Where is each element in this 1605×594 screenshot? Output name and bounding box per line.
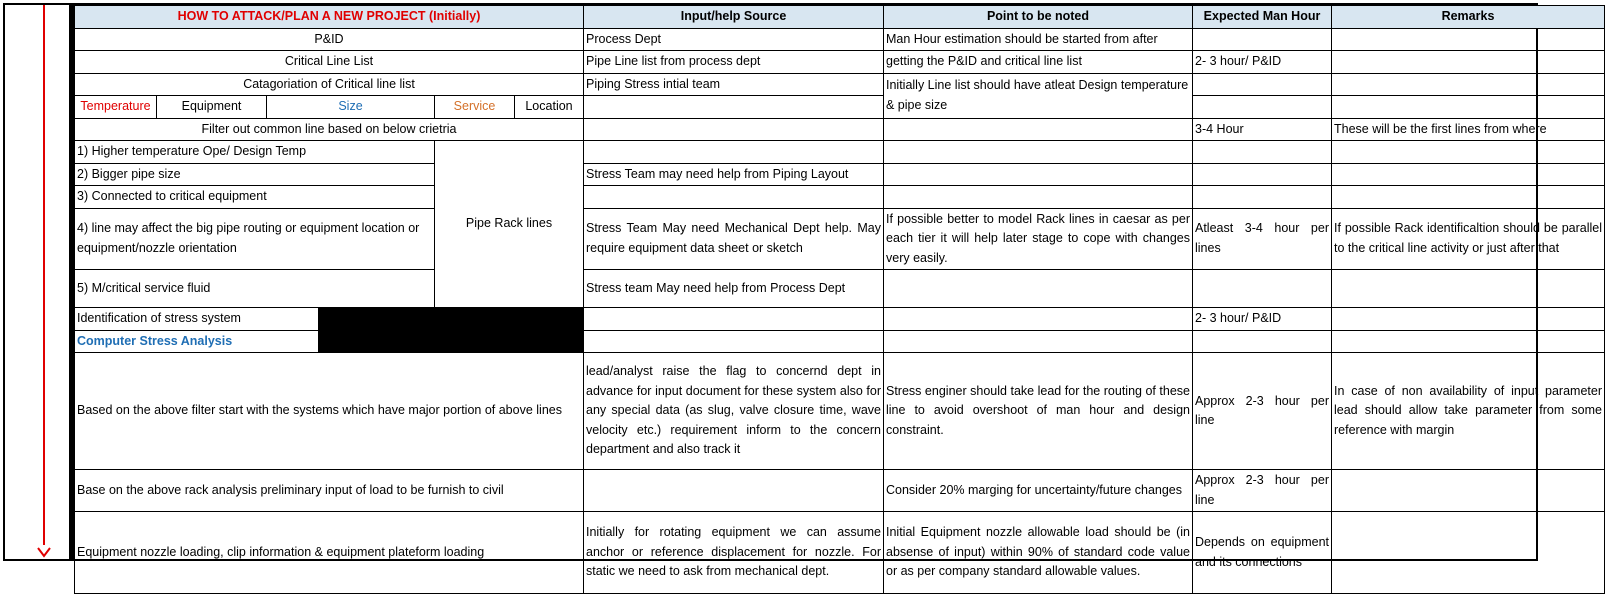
cell-rack-hour: Approx 2-3 hour per line	[1193, 470, 1332, 512]
cell-empty	[1332, 512, 1605, 594]
header-row	[75, 6, 1605, 29]
cell-criteria-2: 2) Bigger pipe size	[75, 163, 435, 186]
cell-criteria-3: 3) Connected to critical equipment	[75, 186, 435, 209]
table-row	[75, 270, 1605, 308]
cell-criteria-2-input: Stress Team may need help from Piping Layout	[584, 163, 884, 186]
table-row	[75, 208, 1605, 270]
cell-pid: P&ID	[75, 28, 584, 51]
cell-empty	[584, 141, 884, 164]
cell-criteria-5: 5) M/critical service fluid	[75, 270, 435, 308]
table-row	[75, 118, 1605, 141]
cell-criteria-4: 4) line may affect the big pipe routing or equipment location or equipment/nozzle orientation	[75, 208, 435, 270]
cell-nozzle-point: Initial Equipment nozzle allowable load should be (in absense of input) within 90% of standard code value or as per company standard allowable values.	[884, 512, 1193, 594]
cell-empty	[1193, 96, 1332, 119]
project-plan-table	[74, 5, 1605, 594]
cell-pipe-rack: Pipe Rack lines	[435, 141, 584, 308]
cell-based-hour: Approx 2-3 hour per line	[1193, 353, 1332, 470]
cell-empty	[884, 308, 1193, 331]
table-row	[75, 163, 1605, 186]
header-man-hour: Expected Man Hour	[1193, 6, 1332, 29]
cell-empty	[1332, 308, 1605, 331]
table-row	[75, 470, 1605, 512]
cell-empty	[884, 118, 1193, 141]
cell-rack: Base on the above rack analysis preliminary input of load to be furnish to civil	[75, 470, 584, 512]
redacted-block	[319, 308, 584, 353]
cell-rack-point: Consider 20% marging for uncertainty/future changes	[884, 470, 1193, 512]
cell-empty	[1332, 141, 1605, 164]
header-title: HOW TO ATTACK/PLAN A NEW PROJECT (Initially)	[75, 6, 584, 29]
arrow-down-icon	[37, 547, 51, 557]
cell-nozzle-hour: Depends on equipment and its connections	[1193, 512, 1332, 594]
cell-pid-input: Process Dept	[584, 28, 884, 51]
cell-empty	[884, 163, 1193, 186]
table-row	[75, 512, 1605, 594]
cell-criteria-4-input: Stress Team May need Mechanical Dept help. May require equipment data sheet or sketch	[584, 208, 884, 270]
cell-empty	[1332, 28, 1605, 51]
cell-empty	[1332, 186, 1605, 209]
table-row	[75, 51, 1605, 74]
cell-empty	[584, 96, 884, 119]
cell-criteria-4-hour: Atleast 3-4 hour per lines	[1193, 208, 1332, 270]
cell-empty	[1193, 141, 1332, 164]
cell-based: Based on the above filter start with the systems which have major portion of above lines	[75, 353, 584, 470]
table-row	[75, 96, 1605, 119]
cell-ident: Identification of stress system	[75, 308, 319, 331]
arrow-line	[43, 5, 45, 545]
cell-empty	[584, 186, 884, 209]
cell-pid-point: Man Hour estimation should be started from after	[884, 28, 1193, 51]
cell-filter-remarks: These will be the first lines from where	[1332, 118, 1605, 141]
cell-size: Size	[267, 96, 435, 119]
cell-empty	[1332, 96, 1605, 119]
table-row	[75, 73, 1605, 96]
header-remarks: Remarks	[1332, 6, 1605, 29]
cell-critical: Critical Line List	[75, 51, 584, 74]
table-row	[75, 353, 1605, 470]
cell-critical-point: getting the P&ID and critical line list	[884, 51, 1193, 74]
cell-categ-input: Piping Stress intial team	[584, 73, 884, 96]
cell-empty	[1193, 330, 1332, 353]
progress-arrow	[5, 5, 73, 559]
cell-empty	[1193, 28, 1332, 51]
cell-filter-hour: 3-4 Hour	[1193, 118, 1332, 141]
cell-categ: Catagoriation of Critical line list	[75, 73, 584, 96]
cell-empty	[884, 270, 1193, 308]
cell-empty	[584, 308, 884, 331]
cell-empty	[1193, 270, 1332, 308]
cell-empty	[584, 330, 884, 353]
cell-categ-point: Initially Line list should have atleat Design temperature & pipe size	[884, 73, 1193, 118]
cell-empty	[1193, 163, 1332, 186]
cell-critical-hour: 2- 3 hour/ P&ID	[1193, 51, 1332, 74]
cell-temperature: Temperature	[75, 96, 157, 119]
cell-empty	[1332, 73, 1605, 96]
cell-empty	[1193, 186, 1332, 209]
cell-nozzle: Equipment nozzle loading, clip information & equipment plateform loading	[75, 512, 584, 594]
cell-criteria-4-remarks: If possible Rack identificaltion should be parallel to the critical line activity or just after that	[1332, 208, 1605, 270]
cell-critical-input: Pipe Line list from process dept	[584, 51, 884, 74]
cell-criteria-4-point: If possible better to model Rack lines in caesar as per each tier it will help later stage to cope with changes very easily.	[884, 208, 1193, 270]
cell-empty	[1332, 330, 1605, 353]
cell-empty	[1332, 163, 1605, 186]
table-row	[75, 308, 1605, 331]
cell-empty	[884, 186, 1193, 209]
cell-empty	[584, 470, 884, 512]
cell-csa: Computer Stress Analysis	[75, 330, 319, 353]
cell-based-point: Stress enginer should take lead for the routing of these line to avoid overshoot of man hour and design constraint.	[884, 353, 1193, 470]
table-row	[75, 330, 1605, 353]
cell-equipment: Equipment	[157, 96, 267, 119]
cell-based-remarks: In case of non availability of input parameter lead should allow take parameter from some reference with margin	[1332, 353, 1605, 470]
cell-empty	[584, 118, 884, 141]
header-point: Point to be noted	[884, 6, 1193, 29]
cell-empty	[1332, 51, 1605, 74]
cell-criteria-5-input: Stress team May need help from Process Dept	[584, 270, 884, 308]
cell-ident-hour: 2- 3 hour/ P&ID	[1193, 308, 1332, 331]
cell-nozzle-input: Initially for rotating equipment we can assume anchor or reference displacement for nozzle. For static we need to ask from mechanical dept.	[584, 512, 884, 594]
cell-criteria-1: 1) Higher temperature Ope/ Design Temp	[75, 141, 435, 164]
cell-empty	[884, 330, 1193, 353]
cell-empty	[1332, 270, 1605, 308]
table-row	[75, 186, 1605, 209]
cell-based-input: lead/analyst raise the flag to concernd dept in advance for input document for these system also for any special data (as slug, valve closure time, wave velocity etc.) requirement inform to the concern department and also track it	[584, 353, 884, 470]
cell-empty	[1193, 73, 1332, 96]
table-row	[75, 28, 1605, 51]
cell-empty	[1332, 470, 1605, 512]
cell-service: Service	[435, 96, 515, 119]
cell-filter: Filter out common line based on below crietria	[75, 118, 584, 141]
table-row	[75, 141, 1605, 164]
cell-location: Location	[515, 96, 584, 119]
cell-empty	[884, 141, 1193, 164]
header-input: Input/help Source	[584, 6, 884, 29]
